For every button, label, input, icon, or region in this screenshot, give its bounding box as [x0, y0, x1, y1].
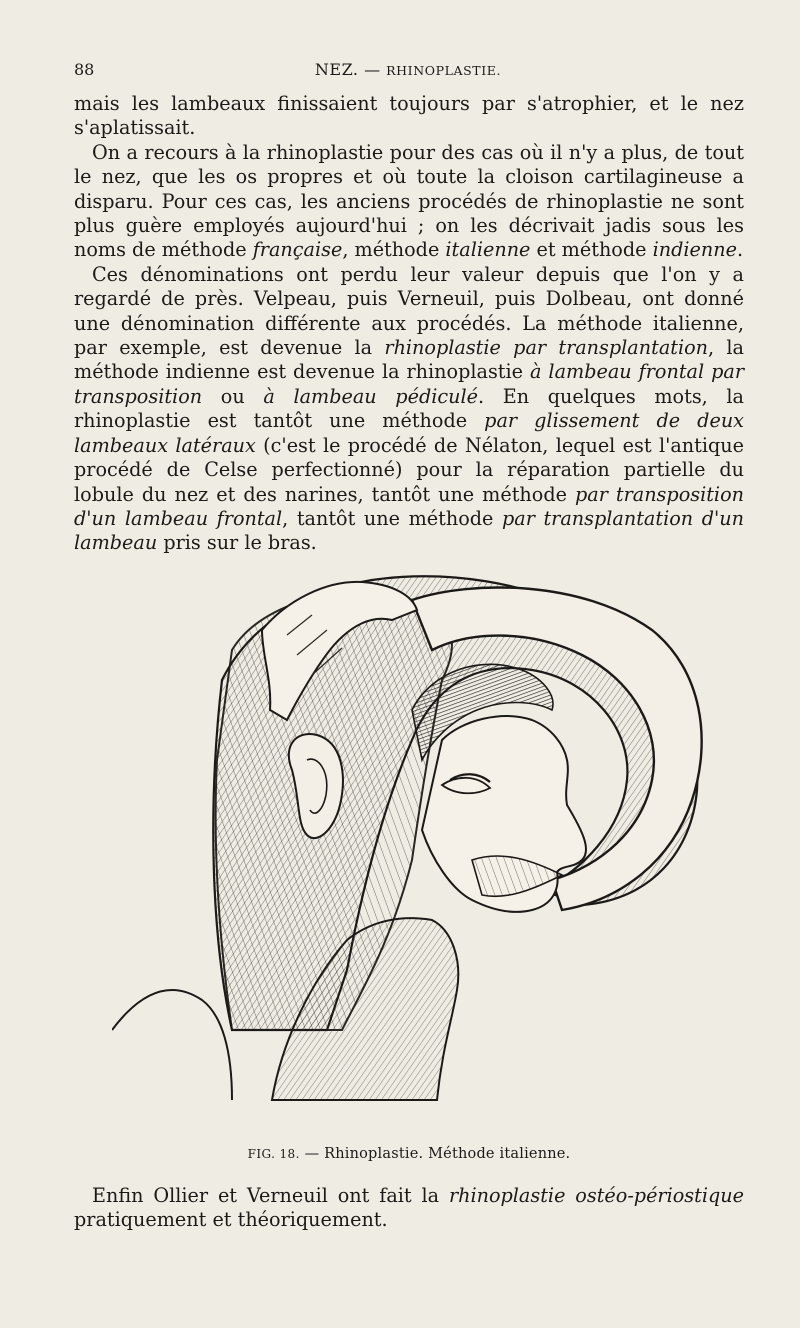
paragraph-2-text: , méthode: [342, 238, 446, 262]
figure-caption-text: — Rhinoplastie. Méthode italienne.: [299, 1146, 571, 1162]
paragraph-3-text: pris sur le bras.: [157, 531, 317, 555]
figure-illustration: [112, 560, 712, 1120]
paragraph-2-text: On a recours à la rhinoplastie pour des cas où il n'y a plus, de tout le nez, que les os propres et où toute la cloison cartilagineuse a disparu. Pour ces cas, les anciens procédés de rhinoplastie ne sont plus guère employés aujourd'hui ; on les décrivait jadis sous les noms de méthode: [74, 140, 744, 262]
figure-label: FIG. 18.: [247, 1147, 300, 1161]
paragraph-3-italic: par transposition d'un lambeau frontal: [74, 482, 744, 530]
body-text: [74, 92, 744, 556]
paragraph-4-text: pratiquement et théoriquement.: [74, 1208, 388, 1232]
running-title-main: NEZ. —: [314, 60, 387, 79]
paragraph-4: [74, 1184, 744, 1233]
paragraph-1-text: mais les lambeaux finissaient toujours par s'atrophier, et le nez s'aplatissait.: [74, 92, 744, 140]
drapery: [112, 990, 232, 1100]
running-title-sub: RHINOPLASTIE.: [386, 63, 502, 78]
paragraph-3-text: , tantôt une méthode: [282, 506, 502, 530]
closing-paragraph: [74, 1184, 744, 1233]
page-header: [74, 60, 742, 86]
figure-caption: [74, 1146, 744, 1162]
paragraph-3-italic: à lambeau frontal par transposition: [74, 360, 744, 408]
paragraph-3-text: (c'est le procédé de Nélaton, lequel est l'antique procédé de Celse perfectionné) pour la réparation partielle du lobule du nez et des narines, tantôt une méthode: [74, 433, 744, 506]
paragraph-3-italic: par transplantation d'un lambeau: [74, 506, 744, 555]
paragraph-3-text: , la méthode indienne est devenue la rhinoplastie: [74, 336, 744, 384]
paragraph-2: [74, 141, 744, 263]
running-title: [74, 60, 742, 79]
paragraph-3-italic: par glissement de deux lambeaux latéraux: [74, 409, 744, 457]
paragraph-3-text: . En quelques mots, la rhinoplastie est tantôt une méthode: [74, 384, 744, 433]
rhinoplasty-engraving: [112, 560, 712, 1120]
paragraph-2-italic-francaise: française: [252, 238, 343, 262]
paragraph-2-italic-italienne: italienne: [445, 238, 531, 262]
paragraph-3-italic: rhinoplastie par transplantation: [384, 336, 709, 360]
paragraph-1: [74, 92, 744, 141]
page-number: 88: [74, 60, 95, 79]
paragraph-3-text: Ces dénominations ont perdu leur valeur depuis que l'on y a regardé de près. Velpeau, puis Verneuil, puis Dolbeau, ont donné une dénomination différente aux procédés. La méthode italienne, par exemple, est devenue la: [74, 262, 744, 360]
paragraph-3: [74, 263, 744, 556]
paragraph-2-text: et méthode: [530, 238, 653, 262]
paragraph-4-text: Enfin Ollier et Verneuil ont fait la: [92, 1184, 449, 1207]
paragraph-3-text: ou: [202, 384, 264, 408]
paragraph-2-text: .: [736, 238, 744, 262]
paragraph-4-italic: rhinoplastie ostéo-périostique: [448, 1184, 744, 1207]
paragraph-2-italic-indienne: indienne: [652, 238, 737, 262]
paragraph-3-italic: à lambeau pédiculé: [263, 384, 478, 408]
